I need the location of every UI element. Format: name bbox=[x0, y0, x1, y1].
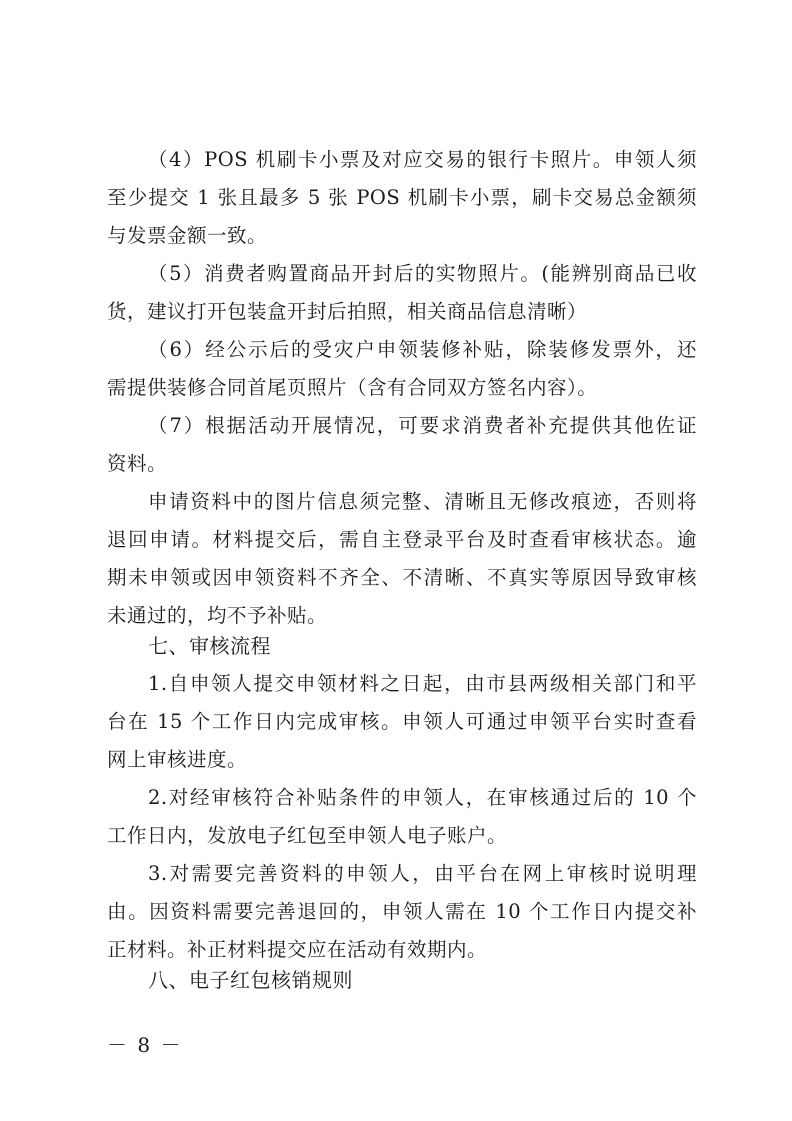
paragraph-line-item-6: （6）经公示后的受灾户申领装修补贴，除装修发票外，还 bbox=[148, 338, 697, 361]
paragraph-line-item-5: （5）消费者购置商品开封后的实物照片。(能辨别商品已收 bbox=[148, 262, 697, 285]
paragraph-line: 台在 15 个工作日内完成审核。申领人可通过申领平台实时查看 bbox=[107, 710, 697, 733]
paragraph-line-item-4: （4）POS 机刷卡小票及对应交易的银行卡照片。申领人须 bbox=[148, 148, 697, 171]
paragraph-line: 与发票金额一致。 bbox=[107, 224, 268, 247]
paragraph-line: 网上审核进度。 bbox=[107, 748, 248, 771]
paragraph-line-step-2: 2.对经审核符合补贴条件的申领人，在审核通过后的 10 个 bbox=[148, 786, 697, 809]
section-heading-review-process: 七、审核流程 bbox=[148, 634, 271, 658]
paragraph-line-step-1: 1.自申领人提交申领材料之日起，由市县两级相关部门和平 bbox=[148, 672, 697, 695]
section-heading-red-packet-rules: 八、电子红包核销规则 bbox=[148, 968, 353, 992]
paragraph-line: 退回申请。材料提交后，需自主登录平台及时查看审核状态。逾 bbox=[107, 528, 697, 551]
paragraph-line-item-7: （7）根据活动开展情况，可要求消费者补充提供其他佐证 bbox=[148, 414, 697, 437]
paragraph-line: 由。因资料需要完善退回的，申领人需在 10 个工作日内提交补 bbox=[107, 900, 697, 923]
paragraph-line: 货，建议打开包装盒开封后拍照，相关商品信息清晰） bbox=[107, 300, 588, 323]
paragraph-line: 需提供装修合同首尾页照片（含有合同双方签名内容）。 bbox=[107, 376, 598, 399]
paragraph-line: 未通过的，均不予补贴。 bbox=[107, 604, 328, 627]
paragraph-line: 期未申领或因申领资料不齐全、不清晰、不真实等原因导致审核 bbox=[107, 566, 697, 589]
paragraph-line: 至少提交 1 张且最多 5 张 POS 机刷卡小票，刷卡交易总金额须 bbox=[107, 186, 697, 209]
paragraph-line: 工作日内，发放电子红包至申领人电子账户。 bbox=[107, 824, 508, 847]
paragraph-line: 正材料。补正材料提交应在活动有效期内。 bbox=[107, 938, 488, 961]
paragraph-line-step-3: 3.对需要完善资料的申领人，由平台在网上审核时说明理 bbox=[148, 862, 697, 885]
paragraph-line-application-notes: 申请资料中的图片信息须完整、清晰且无修改痕迹，否则将 bbox=[148, 490, 697, 513]
paragraph-line: 资料。 bbox=[107, 452, 168, 475]
page-number: － 8 － bbox=[107, 1033, 183, 1057]
